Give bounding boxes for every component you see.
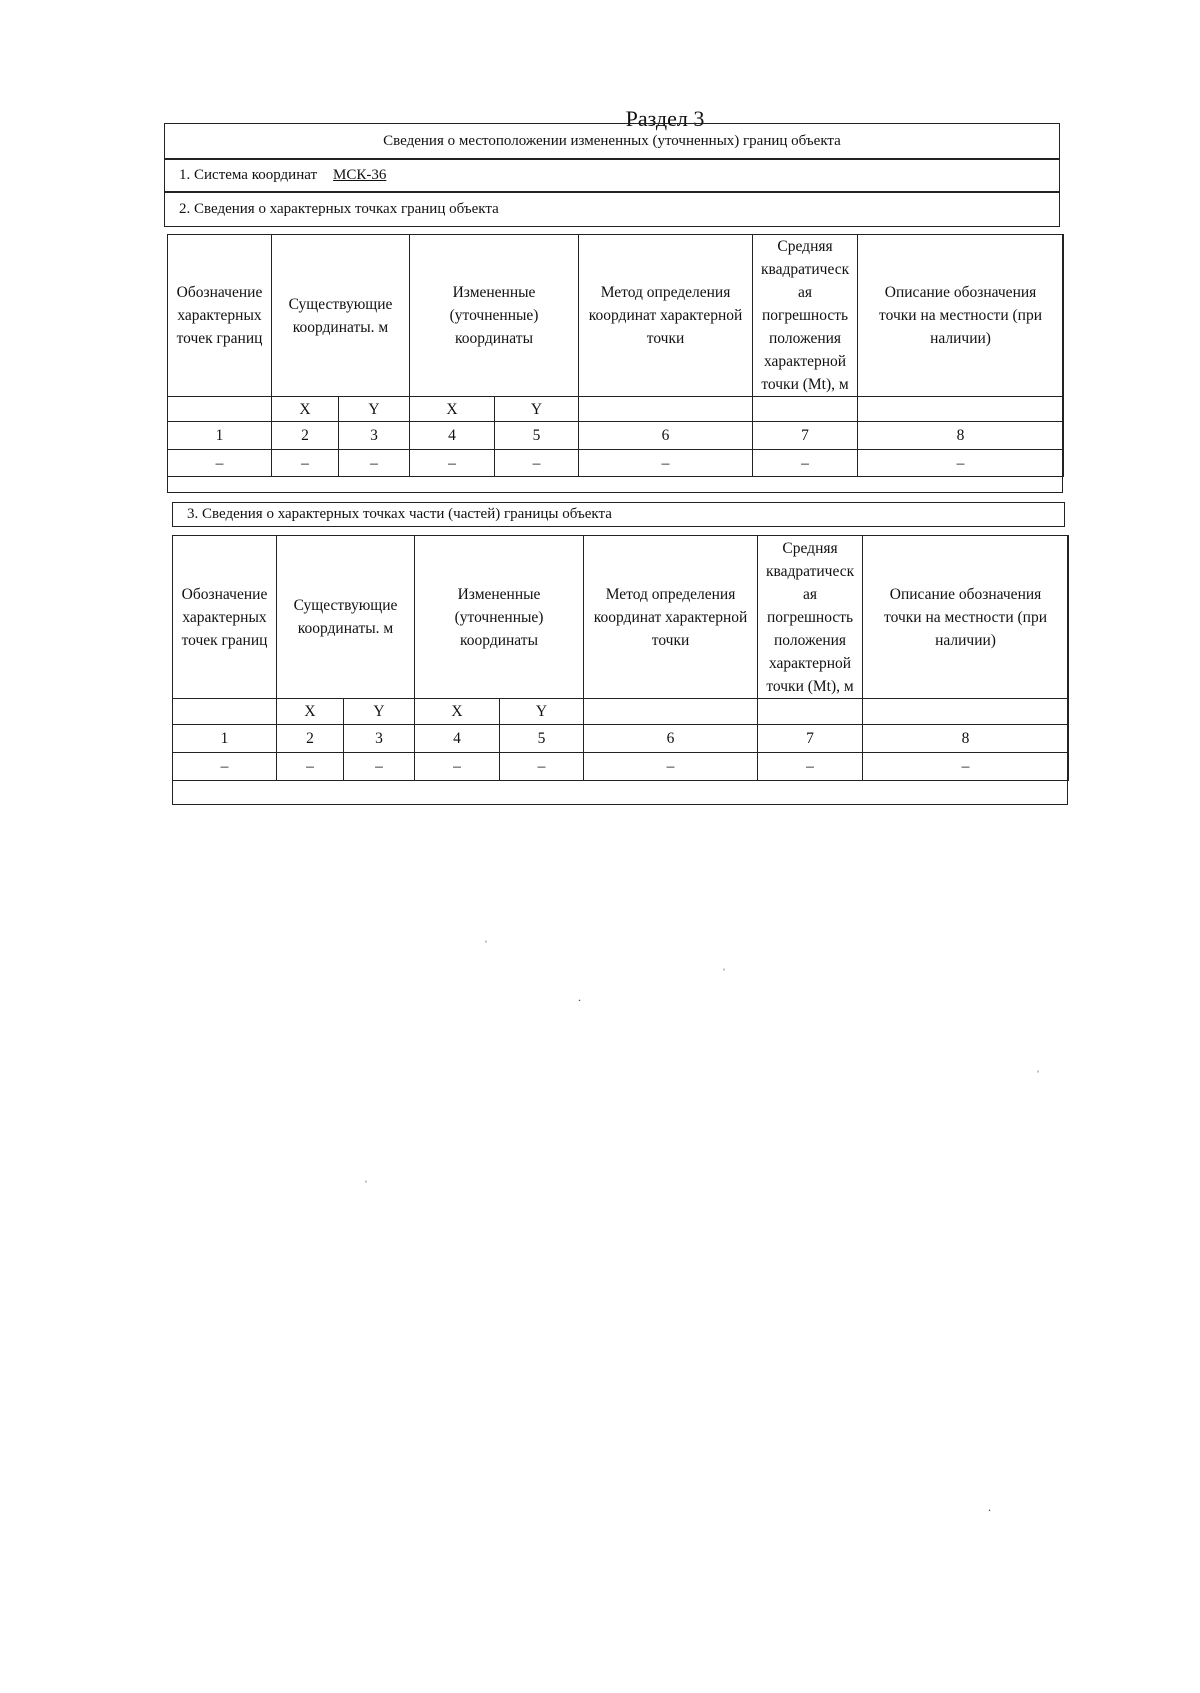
table2-sub-y2: Y bbox=[500, 699, 584, 725]
table2-num: 4 bbox=[415, 725, 500, 753]
table1-head-existing-coords: Существующие координаты. м bbox=[272, 235, 410, 397]
table1-num: 8 bbox=[858, 422, 1064, 450]
table1-num: 7 bbox=[753, 422, 858, 450]
table2-sub-empty bbox=[584, 699, 758, 725]
table2-num: 6 bbox=[584, 725, 758, 753]
table2-num: 3 bbox=[344, 725, 415, 753]
table1-cell: – bbox=[579, 450, 753, 477]
table2-cell: – bbox=[344, 753, 415, 781]
table-row bbox=[173, 753, 1069, 781]
table1-num: 1 bbox=[168, 422, 272, 450]
table1-head-method: Метод определения координат характерной точки bbox=[579, 235, 753, 397]
table2-subheader-row bbox=[173, 699, 1069, 725]
table2-header-row bbox=[173, 536, 1069, 699]
table2-head-existing-coords: Существующие координаты. м bbox=[277, 536, 415, 699]
table1-sub-y1: Y bbox=[339, 397, 410, 422]
table1 bbox=[167, 234, 1064, 477]
table1-sub-x1: X bbox=[272, 397, 339, 422]
table1-sub-empty bbox=[858, 397, 1064, 422]
table2-cell: – bbox=[415, 753, 500, 781]
table1-cell: – bbox=[858, 450, 1064, 477]
coord-system-value: МСК-36 bbox=[333, 167, 387, 183]
table2-number-row bbox=[173, 725, 1069, 753]
table1-head-changed-coords: Измененные (уточненные) координаты bbox=[410, 235, 579, 397]
table1-cell: – bbox=[495, 450, 579, 477]
table2-num: 1 bbox=[173, 725, 277, 753]
table1-num: 6 bbox=[579, 422, 753, 450]
table2-cell: – bbox=[584, 753, 758, 781]
table1-number-row bbox=[168, 422, 1064, 450]
table2-cell: – bbox=[758, 753, 863, 781]
table2-cell: – bbox=[173, 753, 277, 781]
coord-system-label: 1. Система координат bbox=[179, 167, 318, 183]
table1-sub-empty bbox=[168, 397, 272, 422]
table1-sub-y2: Y bbox=[495, 397, 579, 422]
table1-head-description: Описание обозначения точки на местности (при наличии) bbox=[858, 235, 1064, 397]
table1-title: 2. Сведения о характерных точках границ объекта bbox=[179, 200, 499, 217]
scan-speck: ˈ bbox=[1036, 1068, 1040, 1082]
scan-speck: ˈ bbox=[364, 1178, 368, 1192]
table2-cell: – bbox=[863, 753, 1069, 781]
section-title: Раздел 3 bbox=[625, 106, 705, 131]
table1-cell: – bbox=[753, 450, 858, 477]
scan-speck: ˈ bbox=[484, 938, 488, 952]
table1-head-error: Средняя квадратическ ая погрешность положения характерной точки (Mt), м bbox=[753, 235, 858, 397]
table1-sub-empty bbox=[579, 397, 753, 422]
table1-head-point-label: Обозначение характерных точек границ bbox=[168, 235, 272, 397]
table1-title-row bbox=[164, 191, 1060, 227]
table-row bbox=[168, 450, 1064, 477]
coord-system-row bbox=[164, 158, 1060, 193]
table1-cell: – bbox=[339, 450, 410, 477]
table2-sub-empty bbox=[863, 699, 1069, 725]
table2-cell: – bbox=[277, 753, 344, 781]
scan-speck: ˈ bbox=[722, 966, 726, 980]
table2-sub-empty bbox=[758, 699, 863, 725]
table2 bbox=[172, 535, 1069, 781]
table2-head-changed-coords: Измененные (уточненные) координаты bbox=[415, 536, 584, 699]
scan-speck: . bbox=[988, 1500, 991, 1514]
table2-num: 8 bbox=[863, 725, 1069, 753]
table2-head-description: Описание обозначения точки на местности (при наличии) bbox=[863, 536, 1069, 699]
table1-sub-x2: X bbox=[410, 397, 495, 422]
table2-sub-x2: X bbox=[415, 699, 500, 725]
table2-num: 2 bbox=[277, 725, 344, 753]
table1-subheader-row bbox=[168, 397, 1064, 422]
table2-sub-empty bbox=[173, 699, 277, 725]
table2-num: 5 bbox=[500, 725, 584, 753]
table2-head-error: Средняя квадратическ ая погрешность положения характерной точки (Mt), м bbox=[758, 536, 863, 699]
document-header bbox=[164, 123, 1060, 160]
scan-speck: . bbox=[578, 990, 581, 1004]
table2-num: 7 bbox=[758, 725, 863, 753]
table1-num: 5 bbox=[495, 422, 579, 450]
table2-head-method: Метод определения координат характерной точки bbox=[584, 536, 758, 699]
table1-num: 4 bbox=[410, 422, 495, 450]
table2-head-point-label: Обозначение характерных точек границ bbox=[173, 536, 277, 699]
table1-header-row bbox=[168, 235, 1064, 397]
table2-sub-y1: Y bbox=[344, 699, 415, 725]
header-text: Сведения о местоположении измененных (уточненных) границ объекта bbox=[383, 133, 841, 149]
table1-cell: – bbox=[410, 450, 495, 477]
table2-title-row bbox=[172, 502, 1065, 527]
table2-title: 3. Сведения о характерных точках части (частей) границы объекта bbox=[187, 506, 612, 522]
table2-sub-x1: X bbox=[277, 699, 344, 725]
table1-num: 3 bbox=[339, 422, 410, 450]
table1-sub-empty bbox=[753, 397, 858, 422]
table1-num: 2 bbox=[272, 422, 339, 450]
table1-cell: – bbox=[272, 450, 339, 477]
table1-cell: – bbox=[168, 450, 272, 477]
table2-cell: – bbox=[500, 753, 584, 781]
